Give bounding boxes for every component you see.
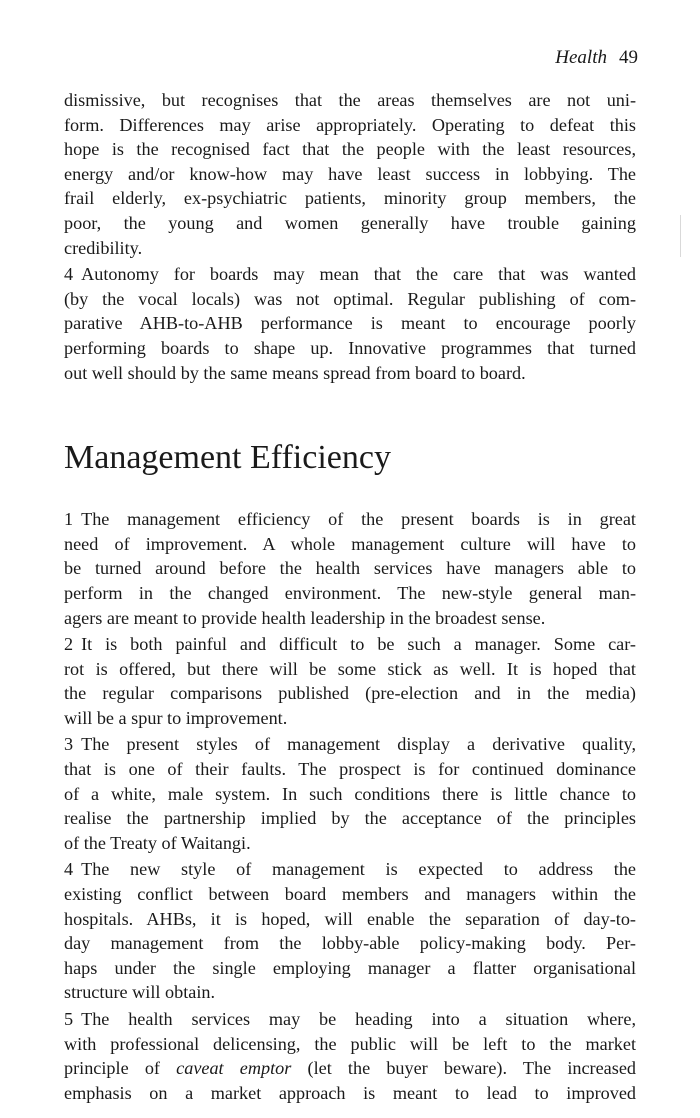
paragraph-number: 2 [64, 634, 74, 655]
text-line: form. Differences may arise appropriately. Operating to defeat this [64, 114, 636, 135]
paragraph-3 [64, 732, 636, 855]
text-line: energy and/or know-how may have least success in lobbying. The [64, 163, 636, 184]
text-line: with professional delicensing, the public will be left to the market [64, 1033, 636, 1054]
text-line: 3 The present styles of management display a derivative quality, [64, 734, 636, 755]
paragraph-number: 4 [64, 859, 74, 880]
margin-mark [680, 215, 681, 257]
paragraph-number: 3 [64, 734, 74, 755]
running-head-title: Health [555, 47, 607, 68]
text-line: 2 It is both painful and difficult to be such a manager. Some car- [64, 634, 636, 655]
text-line: performing boards to shape up. Innovative programmes that turned [64, 337, 636, 358]
text-line: will be a spur to improvement. [64, 707, 288, 728]
running-head [555, 46, 638, 70]
continued-paragraph [64, 88, 636, 260]
text-line: credibility. [64, 237, 143, 258]
text-line: (by the vocal locals) was not optimal. Regular publishing of com- [64, 288, 636, 309]
paragraph-5 [64, 1007, 636, 1105]
body-text [64, 88, 636, 1105]
text-line: need of improvement. A whole management culture will have to [64, 533, 636, 554]
text-line: be turned around before the health services have managers able to [64, 558, 636, 579]
section-heading: Management Efficiency [64, 439, 391, 477]
text-line: of the Treaty of Waitangi. [64, 832, 251, 853]
text-line: frail elderly, ex-psychiatric patients, minority group members, the [64, 188, 636, 209]
text-line: principle of caveat emptor (let the buyer beware). The increased [64, 1058, 636, 1079]
text-line: of a white, male system. In such conditions there is little chance to [64, 783, 636, 804]
text-line: 1 The management efficiency of the present boards is in great [64, 509, 636, 530]
text-line: that is one of their faults. The prospect is for continued dominance [64, 759, 636, 780]
text-line: parative AHB-to-AHB performance is meant to encourage poorly [64, 313, 636, 334]
paragraph-number: 1 [64, 509, 74, 530]
text-line: dismissive, but recognises that the areas themselves are not uni- [64, 90, 636, 110]
text-line: realise the partnership implied by the acceptance of the principles [64, 808, 636, 829]
text-line: agers are meant to provide health leadership in the broadest sense. [64, 607, 546, 628]
text-line: the regular comparisons published (pre-election and in the media) [64, 683, 636, 704]
paragraph-number: 5 [64, 1009, 74, 1029]
text-line: day management from the lobby-able policy-making body. Per- [64, 933, 636, 954]
text-line: emphasis on a market approach is meant to lead to improved [64, 1082, 636, 1103]
text-line: out well should by the same means spread from board to board. [64, 362, 526, 383]
text-line: hope is the recognised fact that the people with the least resources, [64, 139, 636, 160]
paragraph-4-top [64, 262, 636, 385]
text-line: perform in the changed environment. The new-style general man- [64, 582, 636, 603]
text-line: structure will obtain. [64, 982, 216, 1003]
paragraph-2 [64, 632, 636, 730]
text-line: 4 The new style of management is expected to address the [64, 859, 636, 880]
text-line: 5 The health services may be heading into a situation where, [64, 1009, 636, 1029]
latin-phrase: caveat emptor [176, 1058, 292, 1079]
text-line: rot is offered, but there will be some stick as well. It is hoped that [64, 658, 636, 679]
paragraph-1 [64, 507, 636, 630]
text-line: 4 Autonomy for boards may mean that the care that was wanted [64, 264, 636, 285]
paragraph-number: 4 [64, 264, 74, 285]
text-line: poor, the young and women generally have trouble gaining [64, 212, 636, 233]
paragraph-4 [64, 857, 636, 1005]
text-line: existing conflict between board members and managers within the [64, 884, 636, 905]
page-number: 49 [619, 47, 638, 68]
text-line: hospitals. AHBs, it is hoped, will enable the separation of day-to- [64, 908, 636, 929]
text-line: haps under the single employing manager a flatter organisational [64, 957, 636, 978]
